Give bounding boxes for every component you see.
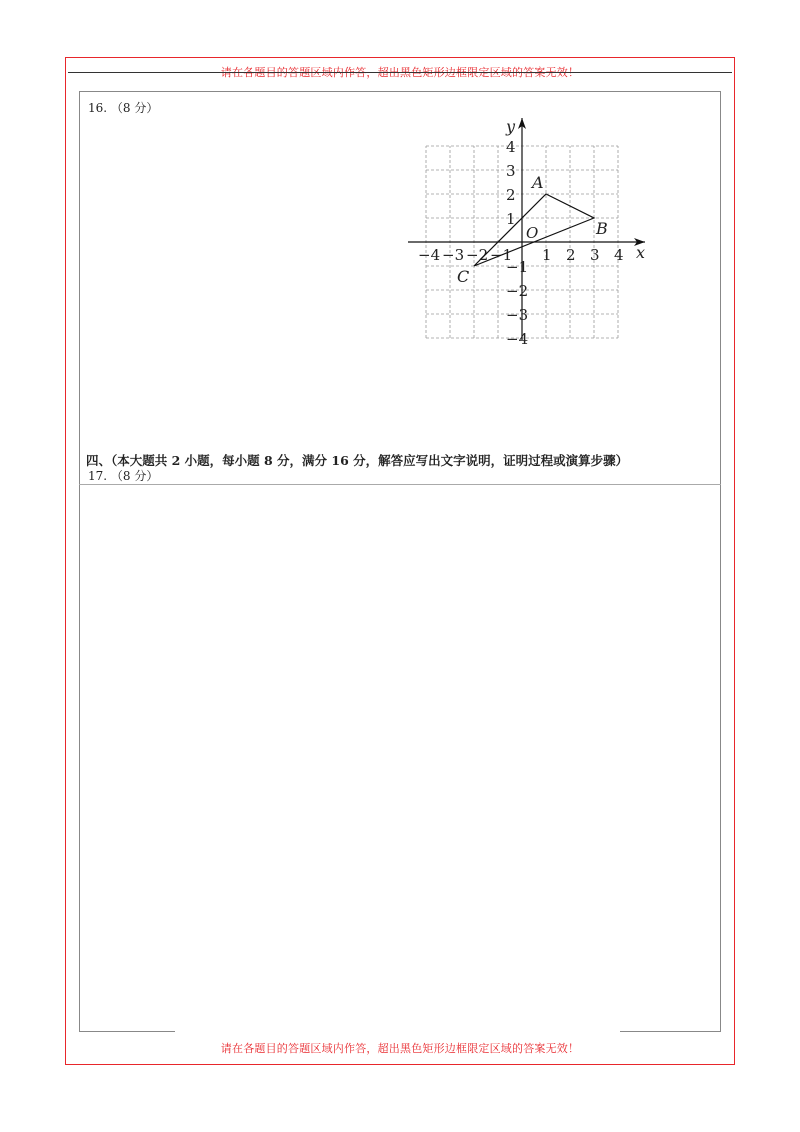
x-tick-label: 4	[614, 246, 624, 264]
y-tick-label: −1	[506, 258, 529, 276]
bottom-warning-text: 请在各题目的答题区域内作答，超出黑色矩形边框限定区域的答案无效！	[220, 1042, 580, 1055]
x-tick-label: 2	[566, 246, 576, 264]
question-16-label: 16. （8 分）	[88, 101, 159, 115]
y-tick-label: 2	[506, 186, 516, 204]
x-tick-label: −2	[466, 246, 489, 264]
coordinate-figure	[400, 110, 660, 355]
bottom-border-gap	[175, 1028, 620, 1036]
x-tick-label: 1	[542, 246, 552, 264]
x-tick-label: −4	[418, 246, 441, 264]
y-tick-label: −3	[506, 306, 529, 324]
y-tick-label: 1	[506, 210, 516, 228]
y-tick-label: −4	[506, 330, 529, 348]
point-label-b: B	[596, 219, 608, 238]
point-label-c: C	[457, 267, 470, 286]
origin-label: O	[526, 224, 539, 242]
x-tick-label: 3	[590, 246, 600, 264]
question-17-label: 17. （8 分）	[88, 469, 159, 483]
section-4-heading: 四、（本大题共 2 小题，每小题 8 分，满分 16 分，解答应写出文字说明，证明过程或演算步骤）	[86, 453, 629, 468]
x-axis-label: x	[636, 243, 646, 262]
y-tick-label: −2	[506, 282, 529, 300]
point-label-a: A	[532, 173, 544, 192]
y-tick-label: 4	[506, 138, 516, 156]
top-warning-text: 请在各题目的答题区域内作答，超出黑色矩形边框限定区域的答案无效！	[220, 66, 580, 79]
section-divider	[79, 484, 721, 485]
x-tick-label: −3	[442, 246, 465, 264]
top-rule	[68, 72, 732, 73]
y-tick-label: 3	[506, 162, 516, 180]
y-axis-label: y	[506, 117, 516, 136]
x-tick-label: −1	[490, 246, 513, 264]
